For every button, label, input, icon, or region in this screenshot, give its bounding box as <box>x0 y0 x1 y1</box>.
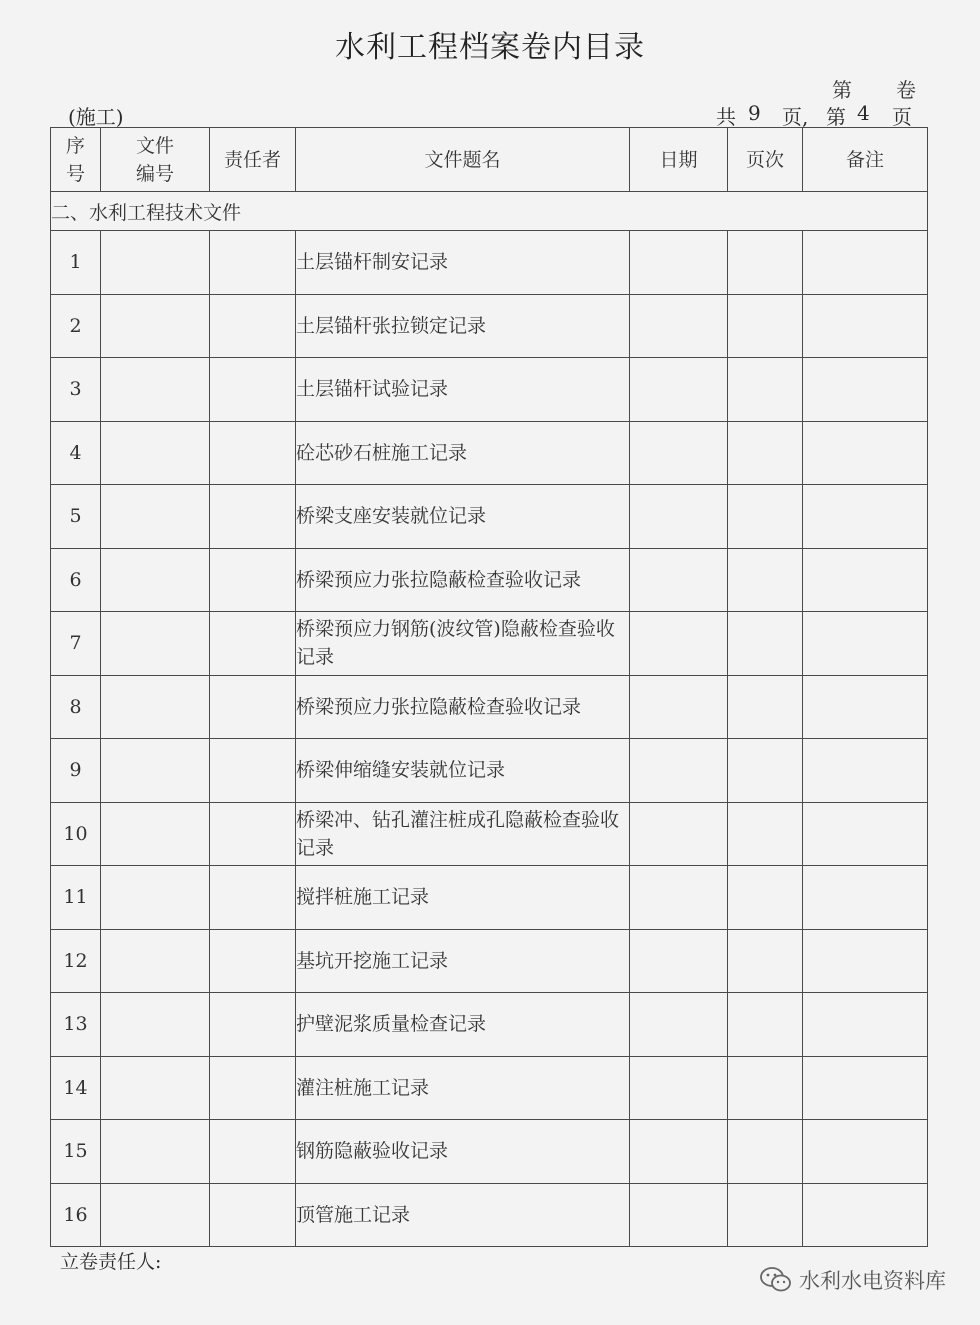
table-row <box>51 675 928 739</box>
header-responsible: 责任者 <box>210 128 296 192</box>
watermark-text: 水利水电资料库 <box>799 1269 946 1293</box>
table-row <box>51 612 928 676</box>
row-responsible <box>210 548 296 612</box>
row-page <box>728 1183 803 1247</box>
row-name: 护壁泥浆质量检查记录 <box>296 993 630 1057</box>
row-page <box>728 993 803 1057</box>
row-seq: 15 <box>51 1120 101 1184</box>
row-doc-no <box>101 866 210 930</box>
header-note: 备注 <box>803 128 928 192</box>
row-seq: 9 <box>51 739 101 803</box>
volume-label-juan: 卷 <box>896 78 916 102</box>
header-seq: 序 号 <box>51 128 101 192</box>
table-row <box>51 993 928 1057</box>
row-seq: 2 <box>51 294 101 358</box>
row-page <box>728 675 803 739</box>
row-name: 灌注桩施工记录 <box>296 1056 630 1120</box>
row-date <box>630 612 728 676</box>
row-note <box>803 739 928 803</box>
row-seq: 7 <box>51 612 101 676</box>
table-row <box>51 866 928 930</box>
row-responsible <box>210 993 296 1057</box>
row-date <box>630 993 728 1057</box>
row-doc-no <box>101 548 210 612</box>
row-note <box>803 993 928 1057</box>
row-responsible <box>210 231 296 295</box>
volume-label-di: 第 <box>832 78 852 102</box>
row-page <box>728 358 803 422</box>
row-note <box>803 929 928 993</box>
section-row <box>51 192 928 231</box>
table-row <box>51 548 928 612</box>
table-row <box>51 231 928 295</box>
row-name: 钢筋隐蔽验收记录 <box>296 1120 630 1184</box>
row-date <box>630 358 728 422</box>
table-row <box>51 1120 928 1184</box>
row-name: 基坑开挖施工记录 <box>296 929 630 993</box>
header-doc-no: 文件 编号 <box>101 128 210 192</box>
row-name: 桥梁支座安装就位记录 <box>296 485 630 549</box>
row-responsible <box>210 485 296 549</box>
row-date <box>630 1056 728 1120</box>
row-date <box>630 675 728 739</box>
row-name: 土层锚杆制安记录 <box>296 231 630 295</box>
row-name: 桥梁预应力张拉隐蔽检查验收记录 <box>296 548 630 612</box>
row-doc-no <box>101 1056 210 1120</box>
catalog-table <box>50 127 928 1247</box>
row-doc-no <box>101 1183 210 1247</box>
row-name: 搅拌桩施工记录 <box>296 866 630 930</box>
row-page <box>728 739 803 803</box>
row-doc-no <box>101 358 210 422</box>
table-row <box>51 739 928 803</box>
row-seq: 16 <box>51 1183 101 1247</box>
table-row <box>51 358 928 422</box>
row-note <box>803 358 928 422</box>
row-date <box>630 1120 728 1184</box>
row-responsible <box>210 612 296 676</box>
row-seq: 5 <box>51 485 101 549</box>
row-date <box>630 485 728 549</box>
row-date <box>630 1183 728 1247</box>
row-note <box>803 866 928 930</box>
pages-ye1: 页, <box>782 105 809 129</box>
row-name: 顶管施工记录 <box>296 1183 630 1247</box>
row-doc-no <box>101 739 210 803</box>
row-name: 桥梁伸缩缝安装就位记录 <box>296 739 630 803</box>
row-note <box>803 1056 928 1120</box>
row-doc-no <box>101 993 210 1057</box>
row-responsible <box>210 294 296 358</box>
row-responsible <box>210 1183 296 1247</box>
table-row <box>51 294 928 358</box>
header-page: 页次 <box>728 128 803 192</box>
row-name: 砼芯砂石桩施工记录 <box>296 421 630 485</box>
row-seq: 14 <box>51 1056 101 1120</box>
row-responsible <box>210 358 296 422</box>
section-title: 二、水利工程技术文件 <box>51 192 928 231</box>
row-responsible <box>210 1056 296 1120</box>
header-date: 日期 <box>630 128 728 192</box>
row-responsible <box>210 929 296 993</box>
row-note <box>803 802 928 866</box>
row-doc-no <box>101 485 210 549</box>
row-seq: 12 <box>51 929 101 993</box>
row-seq: 6 <box>51 548 101 612</box>
row-note <box>803 1120 928 1184</box>
row-note <box>803 231 928 295</box>
pages-total: 9 <box>748 101 761 125</box>
row-note <box>803 675 928 739</box>
footer-responsible: 立卷责任人: <box>60 1251 162 1273</box>
row-seq: 8 <box>51 675 101 739</box>
row-name: 桥梁冲、钻孔灌注桩成孔隐蔽检查验收记录 <box>296 802 630 866</box>
row-date <box>630 929 728 993</box>
row-date <box>630 421 728 485</box>
row-doc-no <box>101 294 210 358</box>
row-doc-no <box>101 421 210 485</box>
table-row <box>51 929 928 993</box>
row-seq: 3 <box>51 358 101 422</box>
row-name: 桥梁预应力张拉隐蔽检查验收记录 <box>296 675 630 739</box>
row-page <box>728 548 803 612</box>
page-title: 水利工程档案卷内目录 <box>335 30 645 65</box>
row-note <box>803 1183 928 1247</box>
row-seq: 13 <box>51 993 101 1057</box>
table-row <box>51 1183 928 1247</box>
row-note <box>803 421 928 485</box>
row-page <box>728 866 803 930</box>
row-date <box>630 548 728 612</box>
row-note <box>803 612 928 676</box>
table-row <box>51 802 928 866</box>
row-responsible <box>210 1120 296 1184</box>
row-page <box>728 929 803 993</box>
row-page <box>728 1120 803 1184</box>
row-date <box>630 231 728 295</box>
pages-di: 第 <box>826 105 846 129</box>
wechat-icon <box>759 1266 793 1294</box>
row-doc-no <box>101 675 210 739</box>
row-page <box>728 612 803 676</box>
row-responsible <box>210 802 296 866</box>
row-doc-no <box>101 802 210 866</box>
row-date <box>630 866 728 930</box>
row-name: 土层锚杆张拉锁定记录 <box>296 294 630 358</box>
row-page <box>728 802 803 866</box>
watermark <box>759 1265 946 1295</box>
header-name: 文件题名 <box>296 128 630 192</box>
row-page <box>728 231 803 295</box>
row-date <box>630 802 728 866</box>
table-row <box>51 485 928 549</box>
pages-gong: 共 <box>716 105 736 129</box>
row-note <box>803 548 928 612</box>
row-responsible <box>210 866 296 930</box>
row-seq: 1 <box>51 231 101 295</box>
row-seq: 4 <box>51 421 101 485</box>
row-note <box>803 294 928 358</box>
row-page <box>728 421 803 485</box>
row-page <box>728 485 803 549</box>
pages-ye2: 页 <box>892 105 912 129</box>
row-date <box>630 739 728 803</box>
row-seq: 11 <box>51 866 101 930</box>
row-page <box>728 294 803 358</box>
row-seq: 10 <box>51 802 101 866</box>
row-doc-no <box>101 1120 210 1184</box>
row-doc-no <box>101 231 210 295</box>
row-doc-no <box>101 612 210 676</box>
row-doc-no <box>101 929 210 993</box>
row-responsible <box>210 421 296 485</box>
category-label: (施工) <box>68 105 124 129</box>
row-name: 桥梁预应力钢筋(波纹管)隐蔽检查验收记录 <box>296 612 630 676</box>
row-responsible <box>210 739 296 803</box>
row-name: 土层锚杆试验记录 <box>296 358 630 422</box>
row-responsible <box>210 675 296 739</box>
table-row <box>51 421 928 485</box>
pages-current: 4 <box>857 101 870 125</box>
header-row <box>51 128 928 192</box>
row-date <box>630 294 728 358</box>
row-note <box>803 485 928 549</box>
table-row <box>51 1056 928 1120</box>
row-page <box>728 1056 803 1120</box>
